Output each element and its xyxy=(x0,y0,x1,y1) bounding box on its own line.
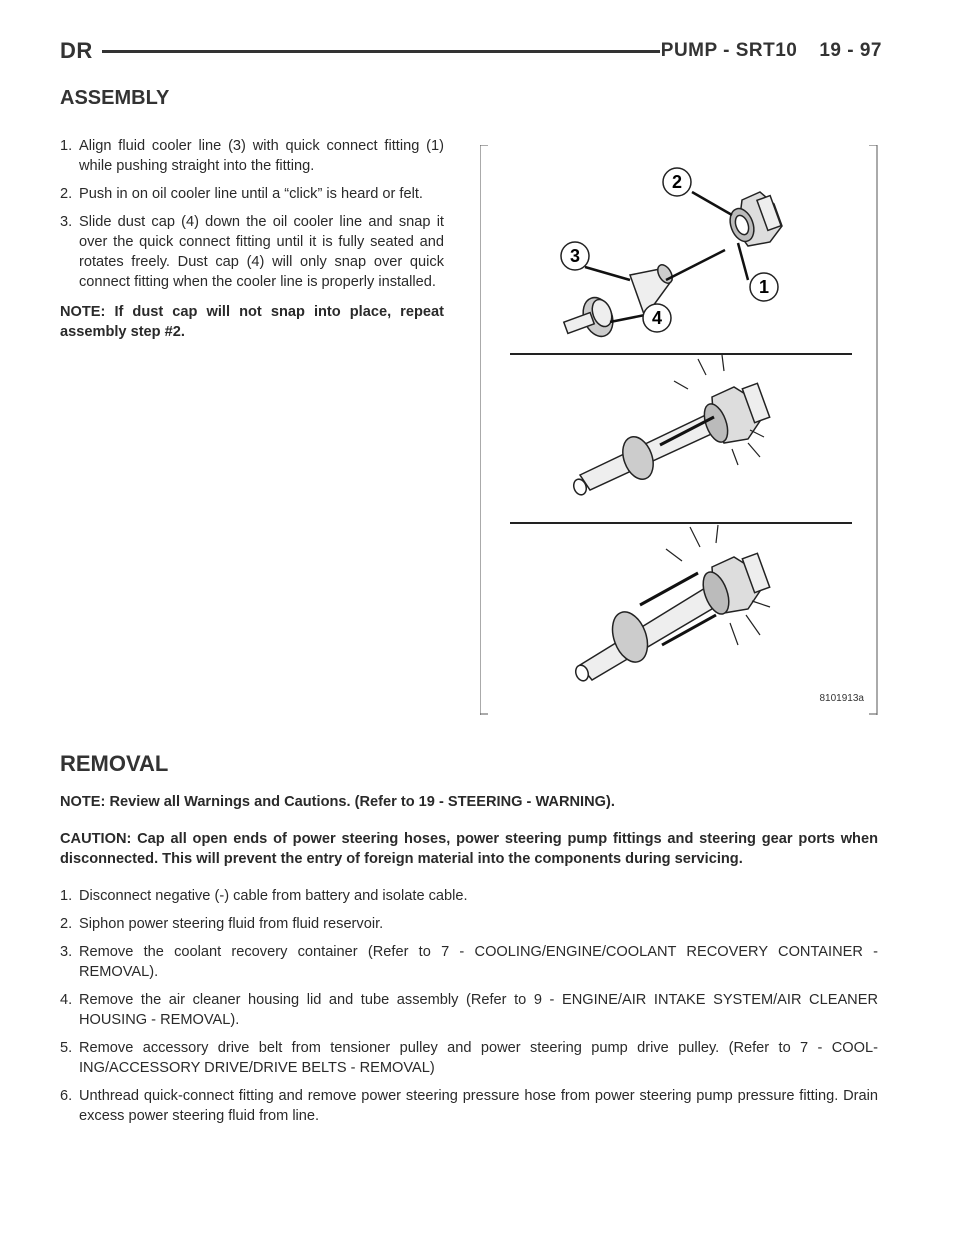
header-section: PUMP - SRT10 xyxy=(660,40,798,61)
step-number: 6. xyxy=(60,1088,73,1104)
step-text: Remove the air cleaner housing lid and tube assembly (Refer to 9 - ENGINE/AIR INTAKE SYSTEM/AIR CLEANER HOUSING - REMOVAL). xyxy=(79,992,878,1028)
step-text: Disconnect negative (-) cable from battery and isolate cable. xyxy=(79,888,468,904)
list-item xyxy=(60,942,878,982)
list-item xyxy=(60,136,444,176)
header-section-page xyxy=(661,40,882,62)
removal-steps xyxy=(60,886,878,1126)
panel-separated xyxy=(564,192,782,341)
step-text: Slide dust cap (4) down the oil cooler line and snap it over the quick connect fitting until it is fully seated and rotates freely. Dust cap (4) will only snap over quick connect fitting when the cooler line is properly installed. xyxy=(79,214,444,290)
step-text: Remove the coolant recovery container (Refer to 7 - COOLING/ENGINE/COOLANT RECOVERY CONTAINER - REMOVAL). xyxy=(79,944,878,980)
quick-connect-figure xyxy=(480,145,878,715)
step-number: 4. xyxy=(60,992,73,1008)
step-number: 3. xyxy=(60,944,73,960)
panel-capped xyxy=(574,525,770,683)
step-number: 5. xyxy=(60,1040,73,1056)
removal-note: NOTE: Review all Warnings and Cautions. (Refer to 19 - STEERING - WARNING). xyxy=(60,794,615,810)
header-manual-code: DR xyxy=(60,38,93,63)
removal-heading: REMOVAL xyxy=(60,751,169,776)
step-number: 3. xyxy=(60,214,73,230)
figure-code: 8101913a xyxy=(819,693,864,704)
header-page-number: 19 - 97 xyxy=(819,40,882,61)
step-text: Siphon power steering fluid from fluid reservoir. xyxy=(79,916,384,932)
step-number: 2. xyxy=(60,186,73,202)
page-header xyxy=(60,36,882,66)
removal-caution: CAUTION: Cap all open ends of power steering hoses, power steering pump fittings and steering gear ports when disconnected. This will prevent the entry of foreign material into the components during servicing. xyxy=(60,831,878,867)
step-text: Unthread quick-connect fitting and remove power steering pressure hose from power steering pump pressure fitting. Drain excess power steering fluid from line. xyxy=(79,1088,878,1124)
list-item xyxy=(60,1038,878,1078)
assembly-note: NOTE: If dust cap will not snap into place, repeat assembly step #2. xyxy=(60,304,444,340)
callout-2: 2 xyxy=(671,172,683,192)
assembly-steps xyxy=(60,136,444,292)
list-item xyxy=(60,184,444,204)
step-number: 1. xyxy=(60,888,73,904)
leader-arrows xyxy=(585,192,748,322)
assembly-heading: ASSEMBLY xyxy=(60,87,170,109)
step-number: 2. xyxy=(60,916,73,932)
header-rule xyxy=(102,50,660,53)
list-item xyxy=(60,990,878,1030)
callout-3: 3 xyxy=(569,246,581,266)
callout-4: 4 xyxy=(651,308,663,328)
panel-pushed xyxy=(572,355,770,497)
step-text: Align fluid cooler line (3) with quick connect fitting (1) while pushing straight into the fitting. xyxy=(79,138,444,174)
fitting-drawing xyxy=(726,192,782,246)
step-number: 1. xyxy=(60,138,73,154)
list-item xyxy=(60,1086,878,1126)
assembly-text xyxy=(60,136,444,342)
step-text: Push in on oil cooler line until a “click” is heard or felt. xyxy=(79,186,423,202)
callout-1: 1 xyxy=(758,277,770,297)
list-item xyxy=(60,212,444,292)
list-item xyxy=(60,886,878,906)
list-item xyxy=(60,914,878,934)
step-text: Remove accessory drive belt from tensioner pulley and power steering pump drive pulley. (Refer to 7 - COOL-ING/ACCESSORY DRIVE/DRIVE BELTS - REMOVAL) xyxy=(79,1040,878,1076)
removal-text xyxy=(60,792,878,1134)
